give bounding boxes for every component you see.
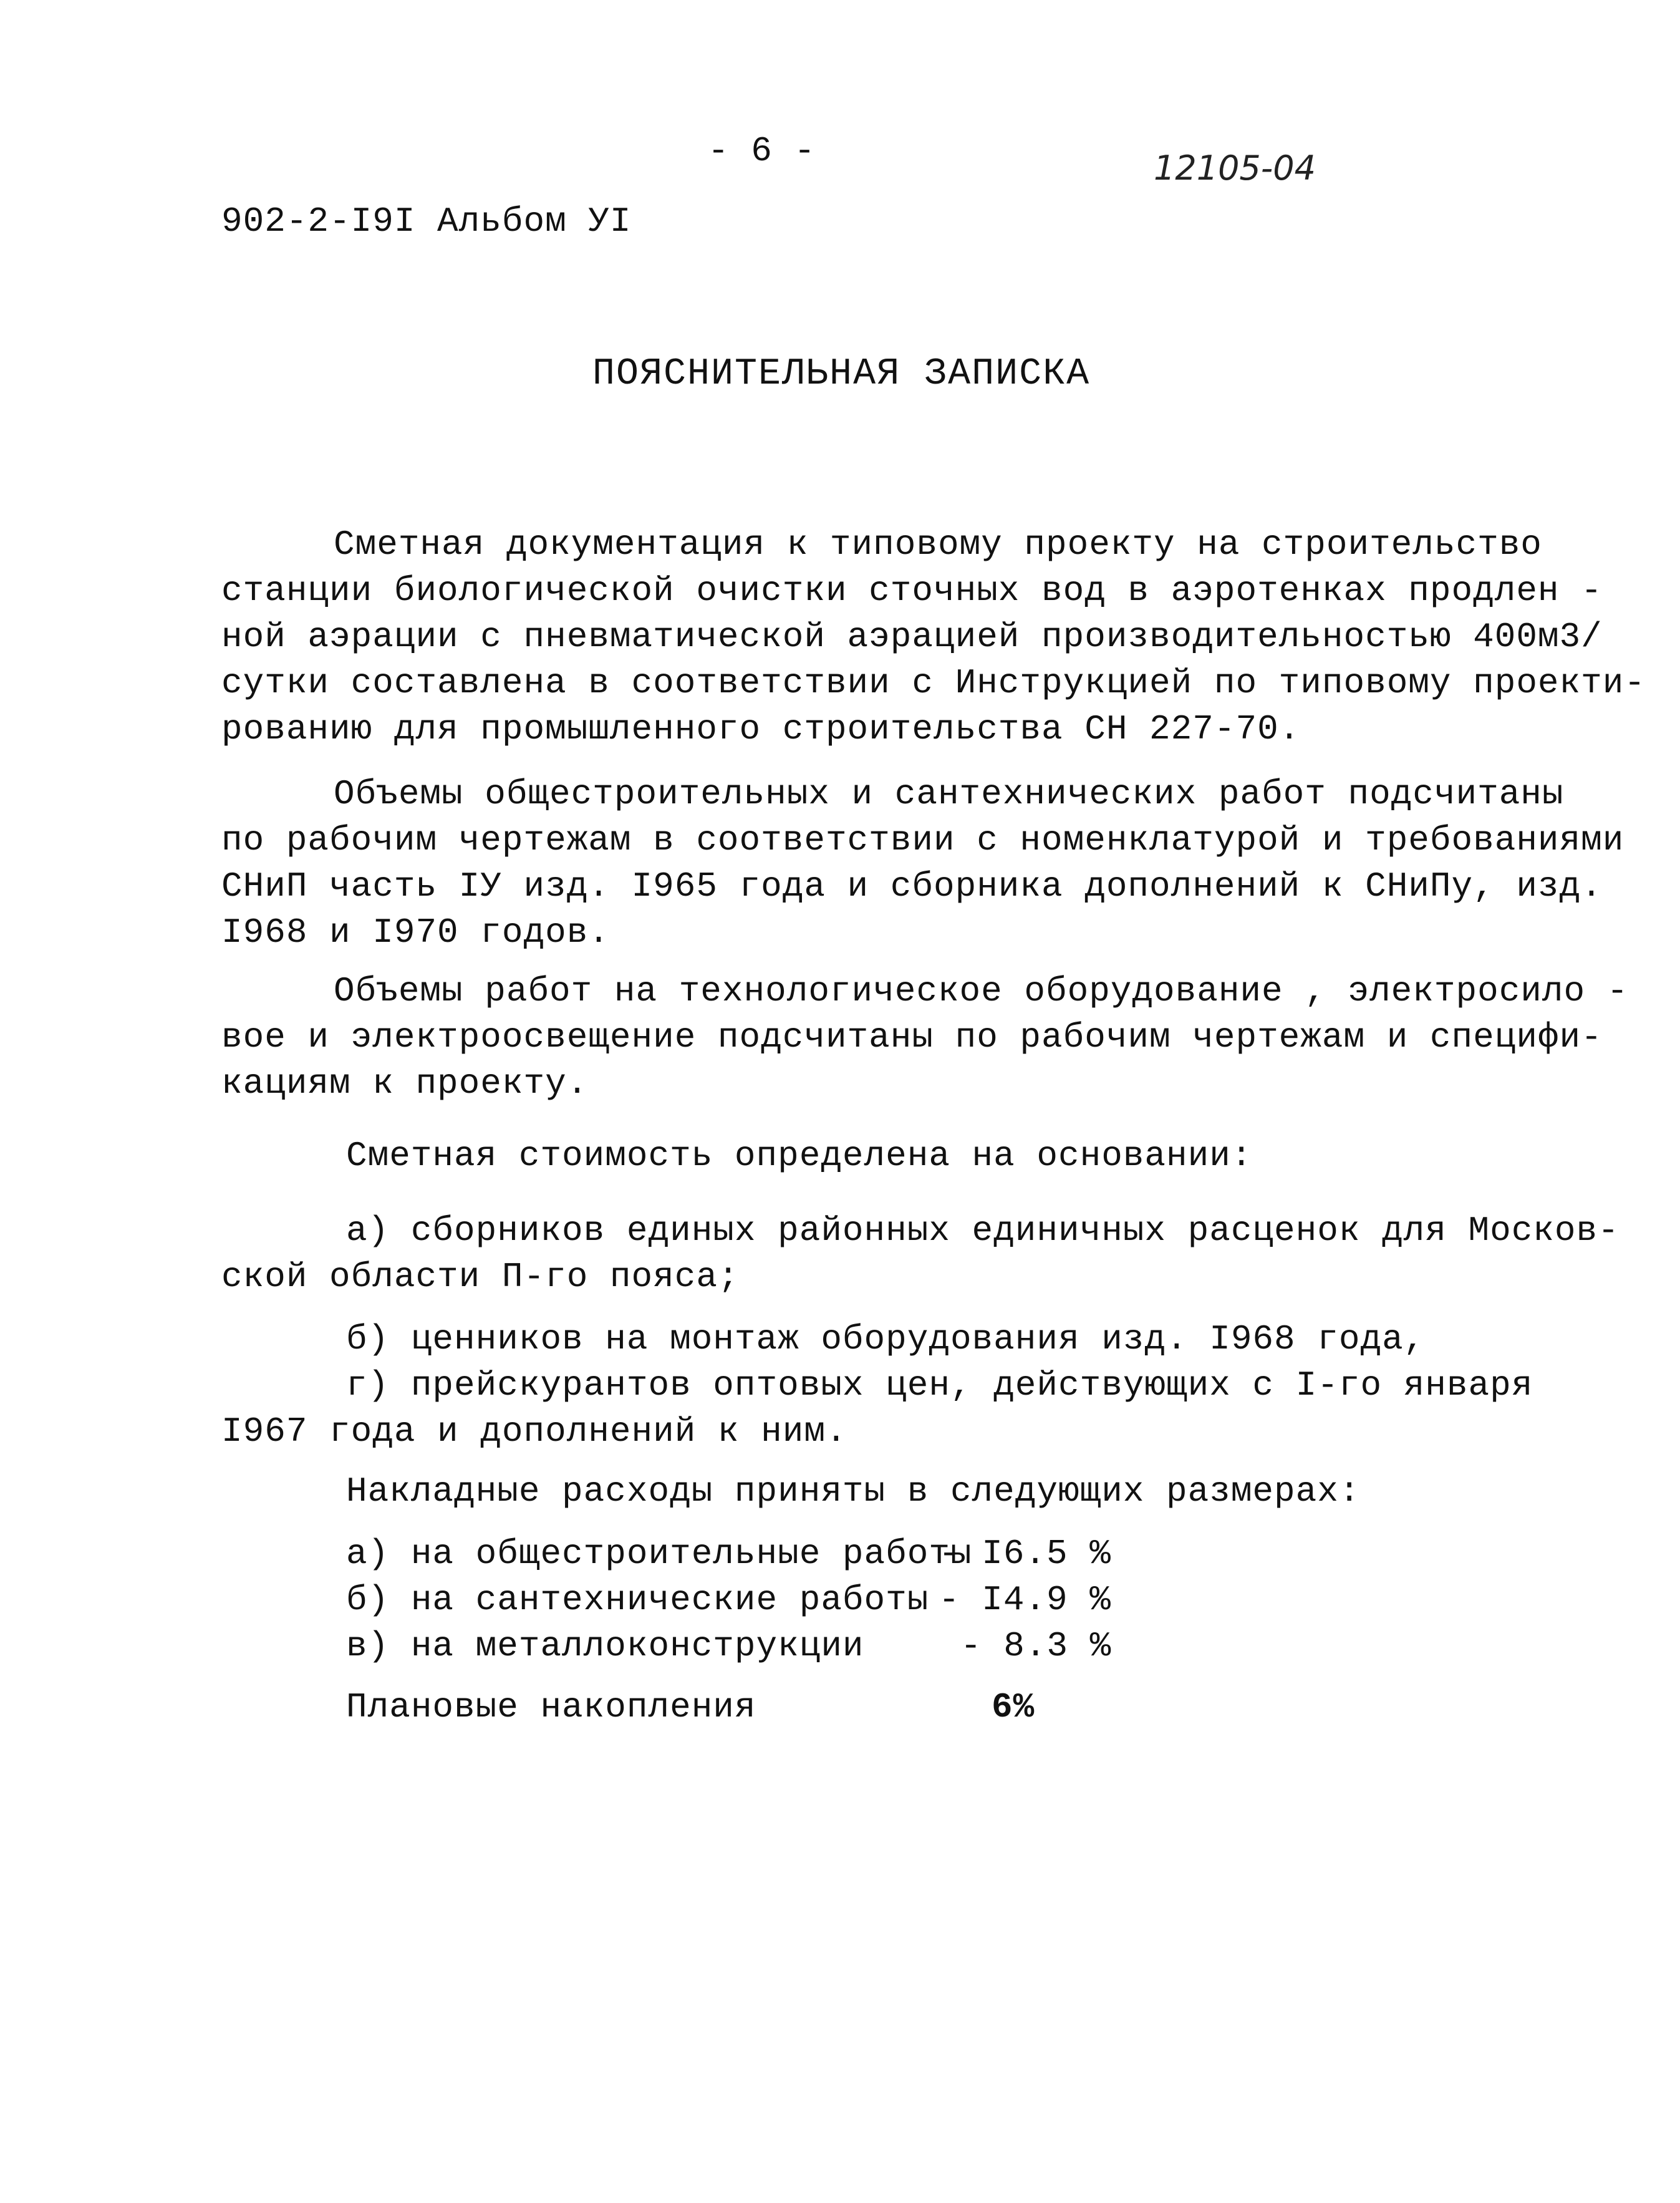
list-item-g-cont: I967 года и дополнений к ним. — [221, 1411, 847, 1451]
overheads-intro: Накладные расходы приняты в следующих размерах: — [346, 1471, 1361, 1511]
paragraph-line: Сметная документация к типовому проекту на строительство — [334, 525, 1542, 564]
paragraph-line: Сметная стоимость определена на основании: — [346, 1136, 1253, 1176]
page-number: - 6 - — [708, 131, 816, 171]
paragraph-line: I968 и I970 годов. — [221, 913, 610, 952]
planned-value: 6% — [992, 1687, 1035, 1727]
paragraph-line: Объемы работ на технологическое оборудование , электросило - — [334, 971, 1629, 1011]
paragraph-line: ной аэрации с пневматической аэрацией производительностью 400м3/ — [221, 617, 1603, 657]
list-item-b: б) ценников на монтаж оборудования изд. I968 года, — [346, 1319, 1426, 1359]
paragraph-line: по рабочим чертежам в соответствии с номенклатурой и требованиями — [221, 820, 1624, 860]
paragraph-line: станции биологической очистки сточных вод в аэротенках продлен - — [221, 571, 1603, 611]
paragraph-line: вое и электроосвещение подсчитаны по рабочим чертежам и специфи- — [221, 1017, 1603, 1057]
album-reference: 902-2-I9I Альбом УI — [221, 201, 632, 241]
list-item-a: а) сборников единых районных единичных расценок для Москов- — [346, 1211, 1620, 1251]
overhead-value: - I6.5 % — [939, 1534, 1111, 1574]
paragraph-line: рованию для промышленного строительства СН 227-70. — [221, 709, 1301, 749]
document-code: 12105-04 — [1154, 148, 1316, 188]
paragraph-line: Объемы общестроительных и сантехнических работ подсчитаны — [334, 774, 1564, 814]
overhead-value: - I4.9 % — [939, 1580, 1111, 1620]
overhead-label: б) на сантехнические работы — [346, 1580, 929, 1620]
list-item-g: г) прейскурантов оптовых цен, действующих с I-го января — [346, 1365, 1533, 1405]
page-title: ПОЯСНИТЕЛЬНАЯ ЗАПИСКА — [592, 353, 1091, 395]
paragraph-line: сутки составлена в соответствии с Инструкцией по типовому проекти- — [221, 663, 1646, 703]
overhead-label: в) на металлоконструкции — [346, 1626, 864, 1666]
list-item-a-cont: ской области П-го пояса; — [221, 1257, 740, 1297]
overhead-value: - 8.3 % — [960, 1626, 1112, 1666]
overhead-label: а) на общестроительные работы — [346, 1534, 972, 1574]
planned-label: Плановые накопления — [346, 1687, 756, 1727]
paragraph-line: СНиП часть IУ изд. I965 года и сборника дополнений к СНиПу, изд. — [221, 866, 1603, 906]
paragraph-line: кациям к проекту. — [221, 1063, 589, 1103]
